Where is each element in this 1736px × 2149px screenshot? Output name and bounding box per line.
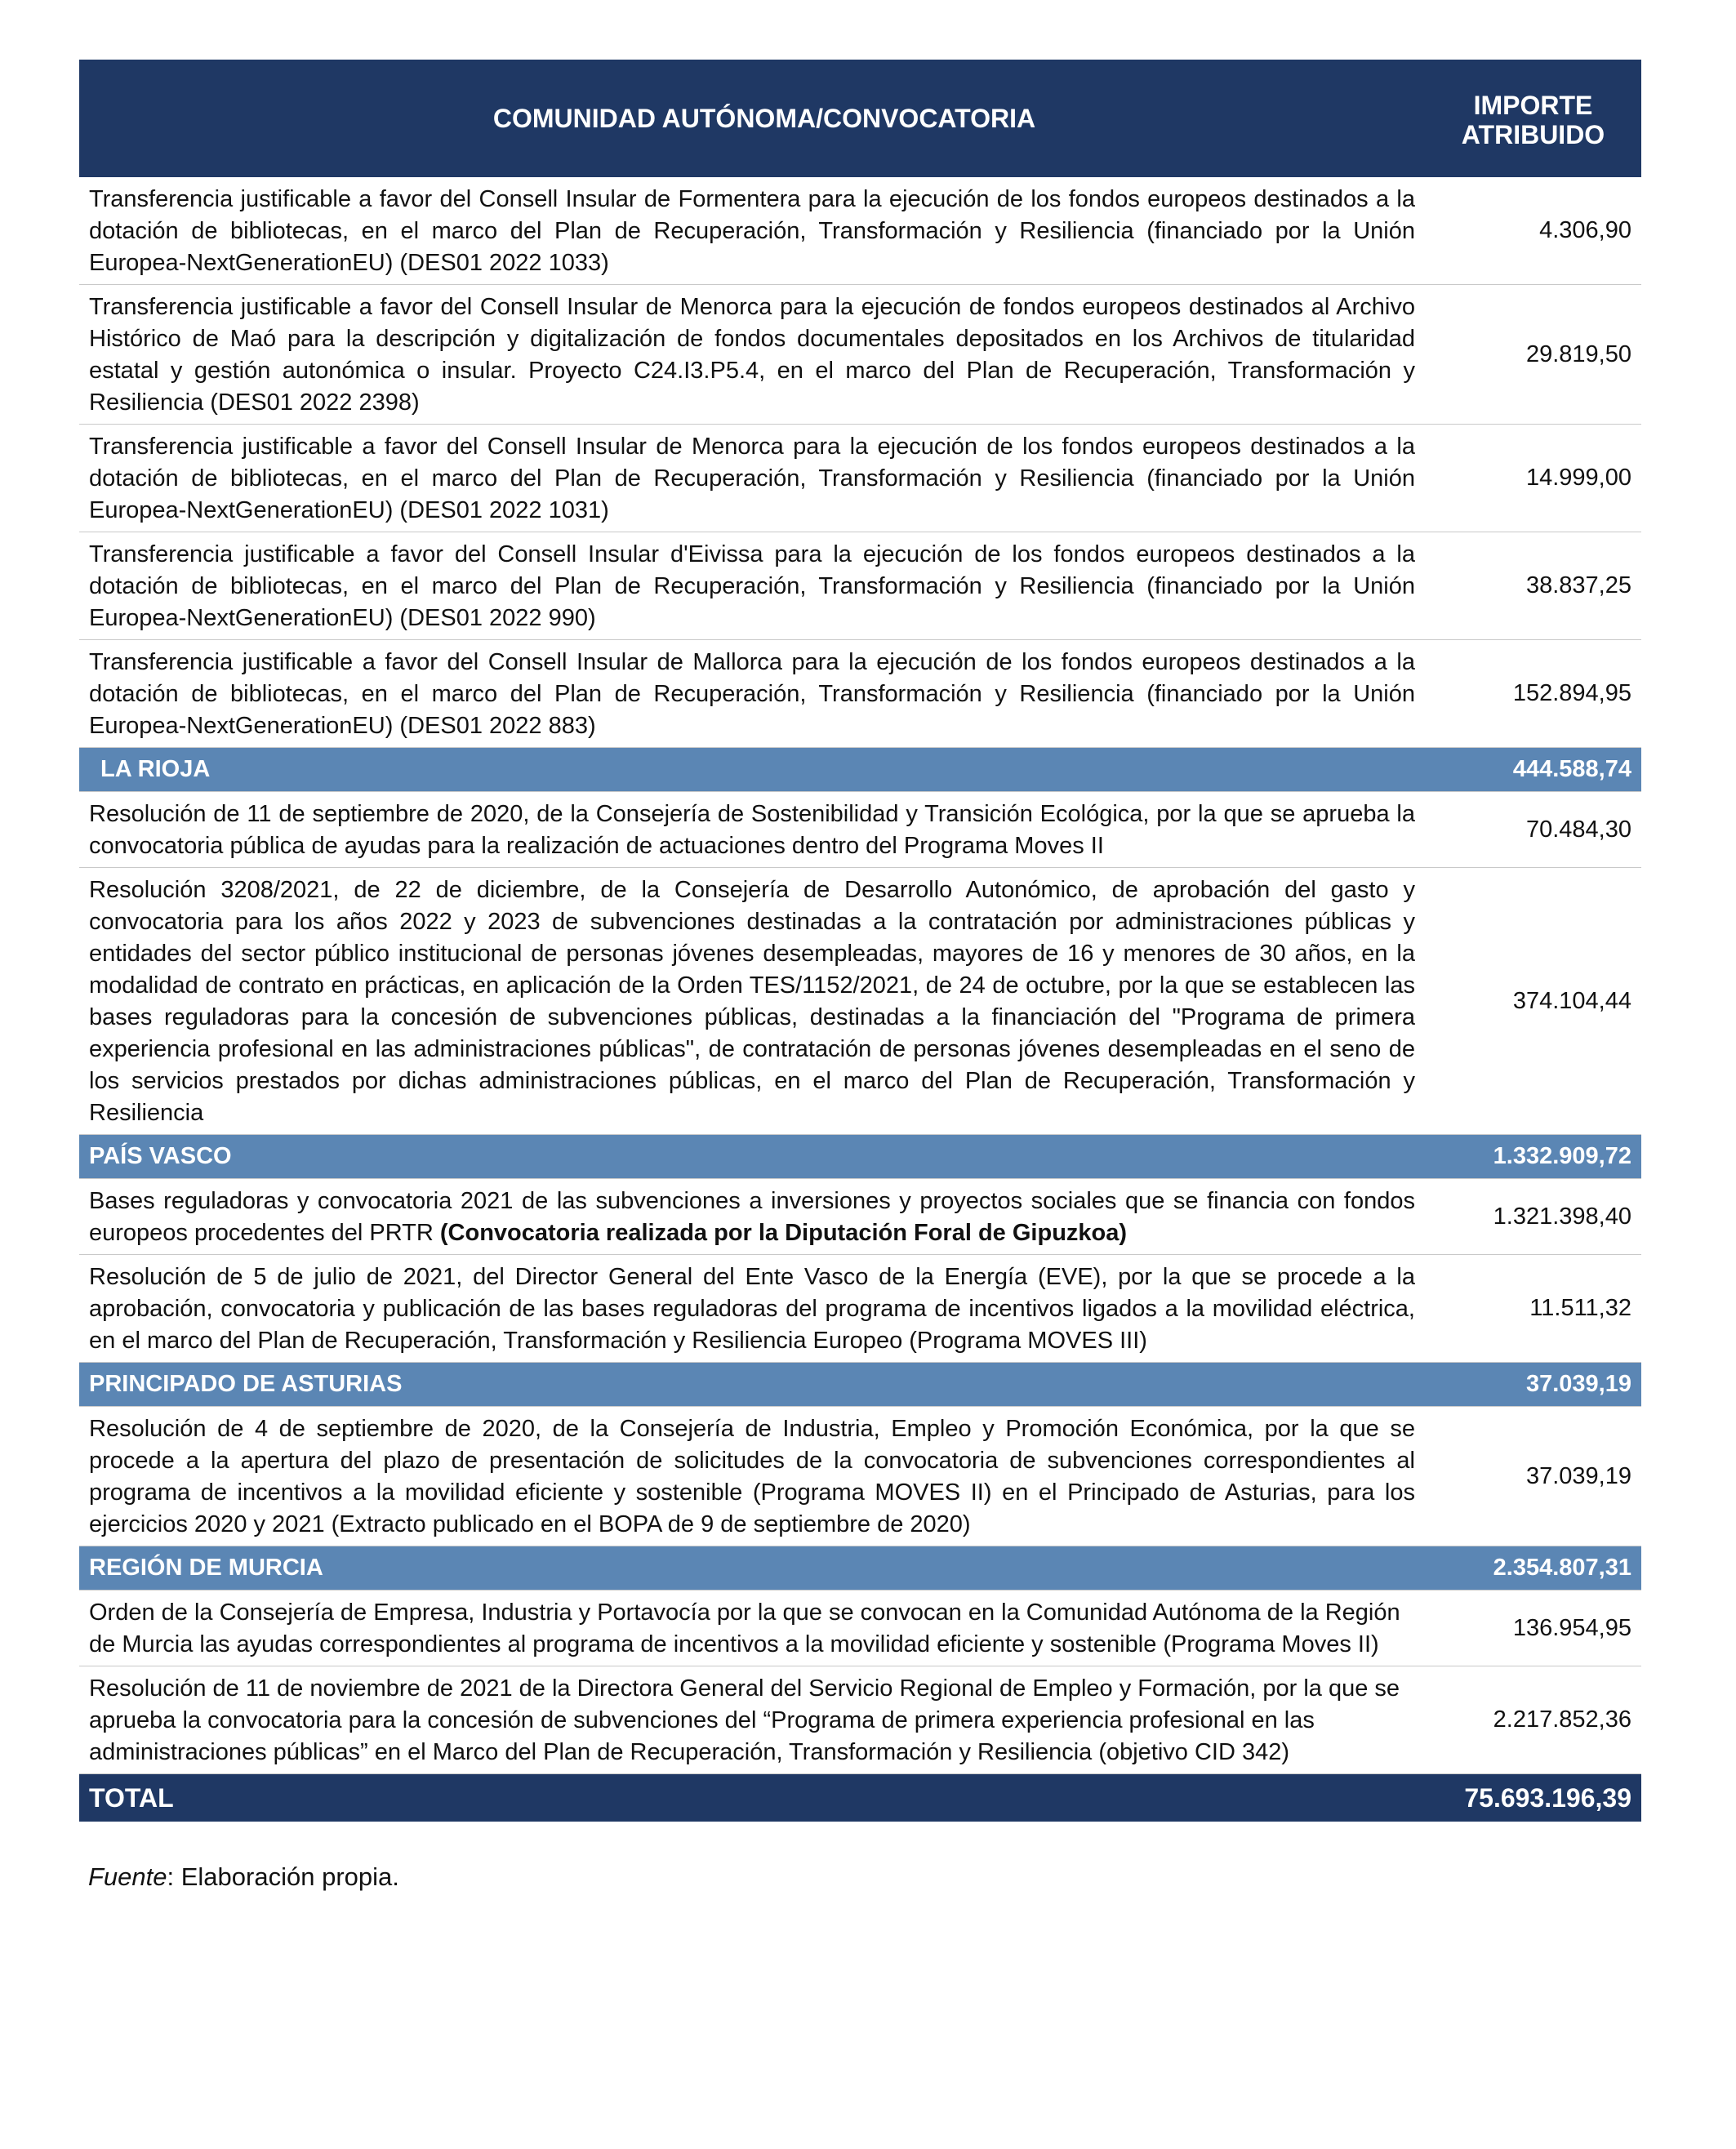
section-name: PRINCIPADO DE ASTURIAS	[89, 1371, 403, 1397]
row-desc	[79, 1179, 1425, 1254]
table-row	[79, 868, 1641, 1135]
section-amount: 1.332.909,72	[1493, 1143, 1631, 1169]
table-row	[79, 1179, 1641, 1255]
row-desc: Transferencia justificable a favor del Consell Insular de Menorca para la ejecución de fondos europeos destinados al Archivo Histórico de Maó para la descripción y digitalización de fondos documentales depositados en los Archivos de titularidad estatal y gestión autonómica o insular. Proyecto C24.I3.P5.4, en el marco del Plan de Recuperación, Transformación y Resiliencia (DES01 2022 2398)	[89, 294, 1415, 416]
section-name: LA RIOJA	[100, 756, 211, 782]
row-amount: 70.484,30	[1525, 816, 1631, 843]
table-row	[79, 177, 1641, 285]
table-row	[79, 285, 1641, 425]
table-row	[79, 1255, 1641, 1363]
row-amount: 29.819,50	[1525, 340, 1631, 367]
row-desc: Resolución de 11 de septiembre de 2020, de la Consejería de Sostenibilidad y Transición Ecológica, por la que se aprueba la convocatoria pública de ayudas para la realización de actuaciones dentro del Programa Moves II	[89, 801, 1415, 859]
row-desc: Orden de la Consejería de Empresa, Industria y Portavocía por la que se convocan en la Comunidad Autónoma de la Región de Murcia las ayudas correspondientes al programa de incentivos a la movilidad eficiente y sostenible (Programa Moves II)	[89, 1600, 1400, 1657]
row-desc: Transferencia justificable a favor del Consell Insular de Menorca para la ejecución de los fondos europeos destinados a la dotación de bibliotecas, en el marco del Plan de Recuperación, Transformación y Resiliencia (financiado por la Unión Europea-NextGenerationEU) (DES01 2022 1031)	[89, 434, 1415, 523]
section-name: REGIÓN DE MURCIA	[89, 1555, 323, 1581]
section-amount: 444.588,74	[1512, 756, 1631, 782]
row-amount: 14.999,00	[1525, 465, 1631, 491]
row-desc-text: Bases reguladoras y convocatoria 2021 de las subvenciones a inversiones y proyectos sociales que se financia con fondos europeos procedentes del PRTR	[89, 1188, 1415, 1246]
row-desc: Resolución de 5 de julio de 2021, del Director General del Ente Vasco de la Energía (EVE), por la que se procede a la aprobación, convocatoria y publicación de las bases reguladoras del programa de incentivos ligados a la movilidad eléctrica, en el marco del Plan de Recuperación, Transformación y Resiliencia Europeo (Programa MOVES III)	[89, 1264, 1415, 1354]
header-desc: COMUNIDAD AUTÓNOMA/CONVOCATORIA	[492, 103, 1036, 133]
grants-table	[79, 60, 1641, 1822]
table-header	[79, 60, 1641, 177]
total-label: TOTAL	[89, 1782, 174, 1813]
section-murcia	[79, 1546, 1641, 1591]
section-la-rioja	[79, 748, 1641, 792]
table-row	[79, 1666, 1641, 1774]
row-desc-bold: (Convocatoria realizada por la Diputación Foral de Gipuzkoa)	[439, 1220, 1128, 1246]
table-row	[79, 425, 1641, 532]
row-amount: 37.039,19	[1525, 1462, 1631, 1489]
total-row	[79, 1774, 1641, 1822]
row-amount: 11.511,32	[1529, 1295, 1631, 1321]
row-amount: 4.306,90	[1539, 217, 1631, 243]
row-desc: Resolución 3208/2021, de 22 de diciembre, de la Consejería de Desarrollo Autonómico, de aprobación del gasto y convocatoria para los años 2022 y 2023 de subvenciones destinadas a la contratación por administraciones públicas y entidades del sector público institucional de personas jóvenes desempleadas, mayores de 16 y menores de 30 años, en la modalidad de contrato en prácticas, en aplicación de la Orden TES/1152/2021, de 24 de octubre, por la que se establecen las bases reguladoras para la concesión de subvenciones públicas, destinadas a la financiación del "Programa de primera experiencia profesional en las administraciones públicas", de contratación de personas jóvenes desempleadas en el seno de los servicios prestados por dichas administraciones públicas, en el marco del Plan de Recuperación, Transformación y Resiliencia	[89, 877, 1415, 1126]
row-desc: Transferencia justificable a favor del Consell Insular de Formentera para la ejecución de los fondos europeos destinados a la dotación de bibliotecas, en el marco del Plan de Recuperación, Transformación y Resiliencia (financiado por la Unión Europea-NextGenerationEU) (DES01 2022 1033)	[89, 186, 1415, 276]
table-row	[79, 1591, 1641, 1666]
table-row	[79, 792, 1641, 868]
section-asturias	[79, 1363, 1641, 1407]
section-amount: 37.039,19	[1525, 1371, 1631, 1397]
header-amount-line1: IMPORTE	[1473, 91, 1593, 121]
source-note	[88, 1862, 399, 1892]
row-desc: Resolución de 11 de noviembre de 2021 de la Directora General del Servicio Regional de Empleo y Formación, por la que se aprueba la convocatoria para la concesión de subvenciones del “Programa de primera experiencia profesional en las administraciones públicas” en el Marco del Plan de Recuperación, Transformación y Resiliencia (objetivo CID 342)	[89, 1675, 1400, 1765]
row-desc: Transferencia justificable a favor del Consell Insular de Mallorca para la ejecución de los fondos europeos destinados a la dotación de bibliotecas, en el marco del Plan de Recuperación, Transformación y Resiliencia (financiado por la Unión Europea-NextGenerationEU) (DES01 2022 883)	[89, 649, 1415, 739]
table-row	[79, 640, 1641, 748]
table-row	[79, 532, 1641, 640]
row-desc: Transferencia justificable a favor del Consell Insular d'Eivissa para la ejecución de los fondos europeos destinados a la dotación de bibliotecas, en el marco del Plan de Recuperación, Transformación y Resiliencia (financiado por la Unión Europea-NextGenerationEU) (DES01 2022 990)	[89, 541, 1415, 631]
row-amount: 152.894,95	[1512, 680, 1631, 706]
row-amount: 2.217.852,36	[1493, 1706, 1631, 1733]
source-text: : Elaboración propia.	[167, 1862, 399, 1891]
row-amount: 374.104,44	[1512, 987, 1631, 1014]
source-label: Fuente	[88, 1862, 167, 1891]
row-desc: Resolución de 4 de septiembre de 2020, de la Consejería de Industria, Empleo y Promoción Económica, por la que se procede a la apertura del plazo de presentación de solicitudes de la convocatoria de subvenciones correspondientes al programa de incentivos a la movilidad eficiente y sostenible (Programa MOVES II) en el Principado de Asturias, para los ejercicios 2020 y 2021 (Extracto publicado en el BOPA de 9 de septiembre de 2020)	[89, 1416, 1415, 1537]
section-name: PAÍS VASCO	[89, 1143, 232, 1169]
section-amount: 2.354.807,31	[1493, 1555, 1631, 1581]
row-amount: 1.321.398,40	[1493, 1203, 1631, 1230]
header-amount-line2: ATRIBUIDO	[1461, 120, 1605, 149]
table-row	[79, 1407, 1641, 1546]
total-amount: 75.693.196,39	[1464, 1782, 1631, 1813]
header-amount	[1425, 60, 1641, 177]
row-amount: 136.954,95	[1512, 1614, 1631, 1641]
section-pais-vasco	[79, 1135, 1641, 1179]
row-amount: 38.837,25	[1525, 572, 1631, 598]
